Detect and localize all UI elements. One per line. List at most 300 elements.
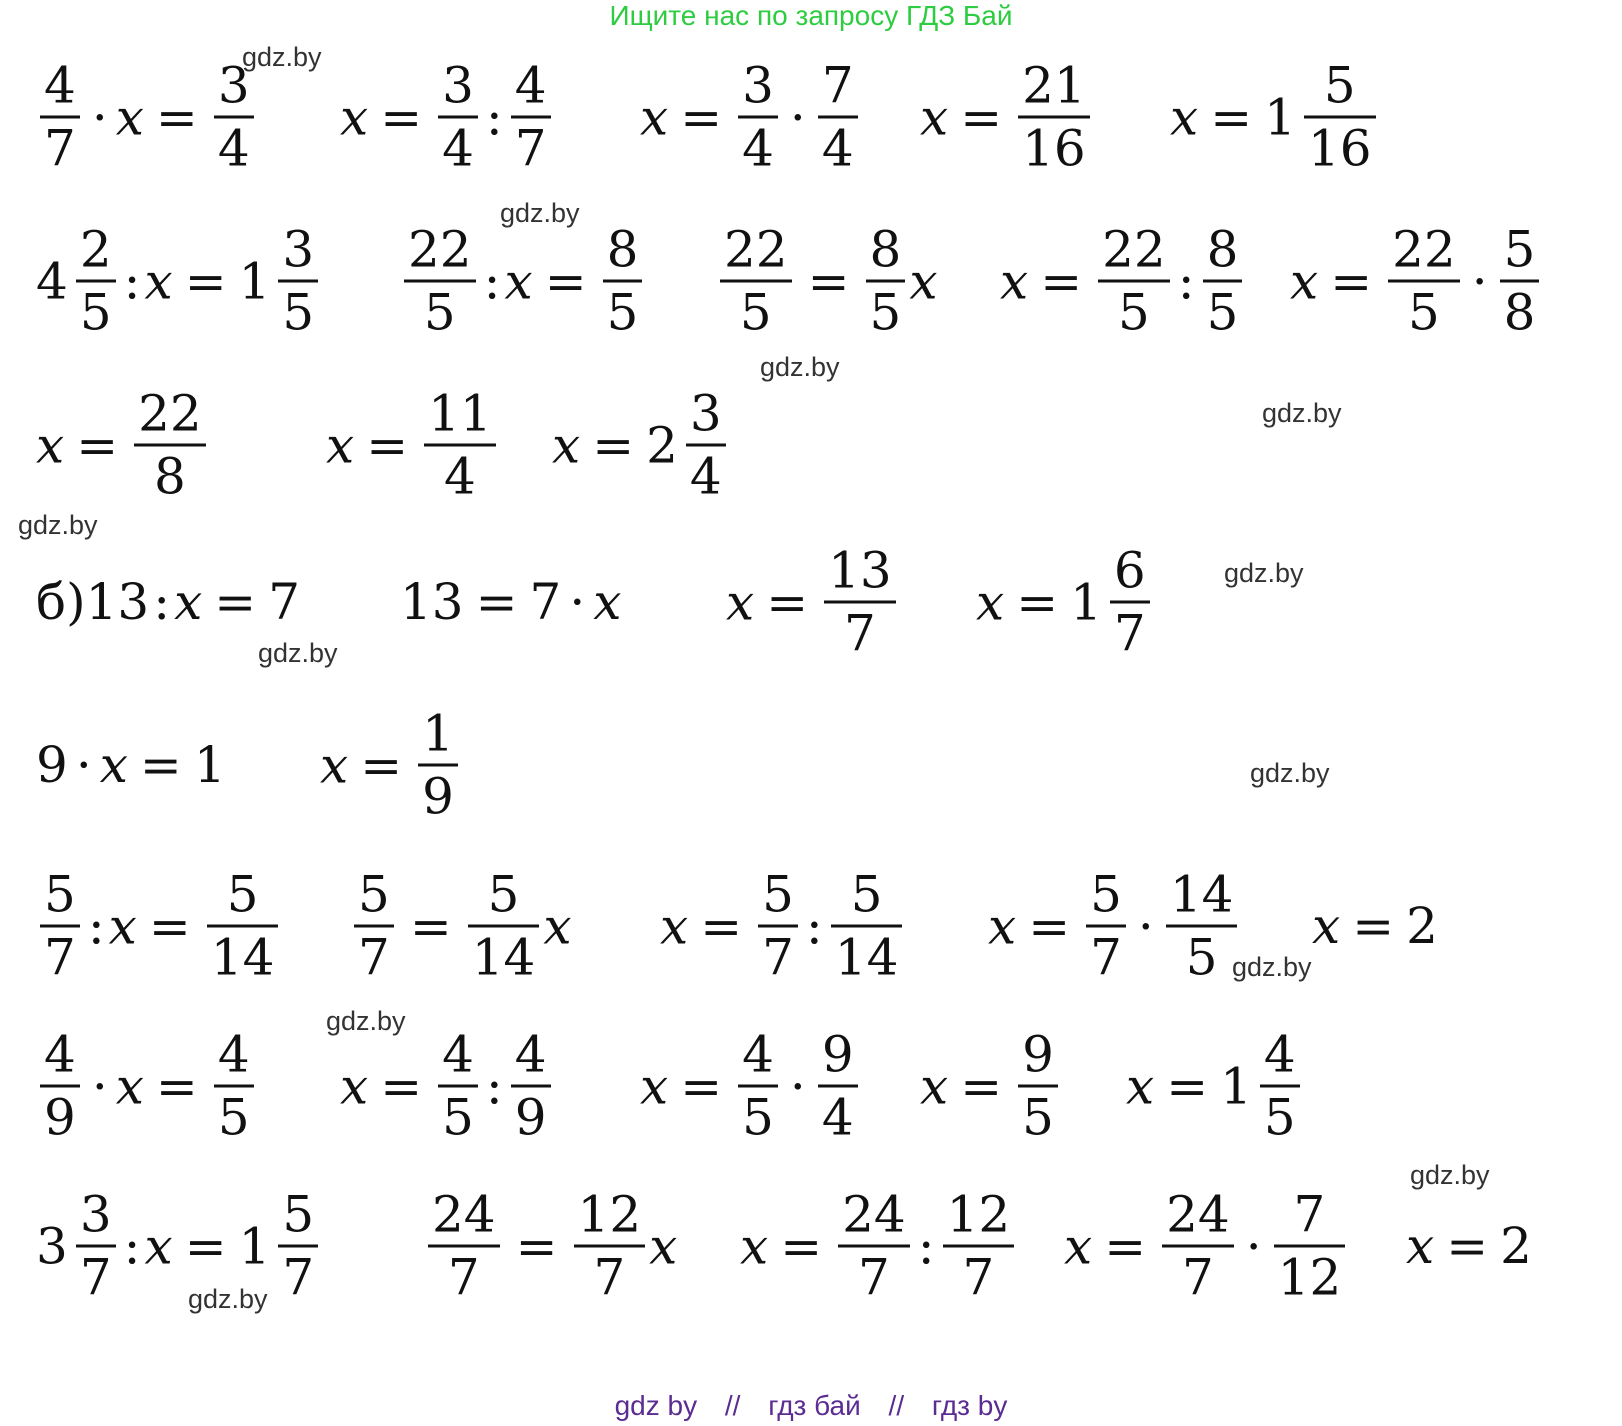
fraction: [214, 1027, 254, 1146]
variable: x: [1290, 252, 1319, 310]
number: 13: [400, 573, 464, 631]
equals-sign: =: [1104, 1217, 1147, 1275]
whole-part: 3: [36, 1217, 68, 1275]
variable: x: [909, 252, 938, 310]
numerator: 5: [44, 865, 76, 924]
fraction-bar: [1166, 925, 1238, 928]
fraction-bar: [1110, 601, 1150, 604]
multiply-sign: ·: [789, 88, 806, 146]
variable: x: [36, 416, 65, 474]
equation: [640, 1027, 862, 1146]
numerator: 4: [742, 1025, 774, 1084]
fraction: [40, 867, 80, 986]
numerator: 7: [1293, 1185, 1326, 1244]
search-banner: Ищите нас по запросу ГДЗ Бай: [609, 0, 1013, 31]
mixed-number: [1070, 543, 1154, 662]
watermark: gdz.by: [326, 1006, 406, 1036]
fraction: [686, 386, 726, 505]
numerator: 8: [869, 220, 902, 279]
mixed-number: [239, 222, 323, 341]
equals-sign: =: [1028, 897, 1071, 955]
numerator: 5: [1090, 865, 1122, 924]
numerator: 4: [44, 56, 76, 115]
numerator: 4: [217, 1025, 250, 1084]
variable: x: [660, 897, 689, 955]
denominator: 9: [44, 1088, 76, 1147]
fraction-bar: [818, 116, 858, 119]
divide-sign: :: [123, 252, 141, 310]
numerator: 5: [1503, 220, 1536, 279]
footer-link-gdz-by[interactable]: gdz by: [614, 1390, 698, 1421]
footer-separator: //: [724, 1390, 741, 1421]
divide-sign: :: [123, 1217, 141, 1275]
fraction-bar: [686, 444, 726, 447]
equals-sign: =: [76, 416, 119, 474]
denominator: 7: [844, 604, 876, 663]
whole-part: 1: [238, 1217, 271, 1275]
fraction: [831, 867, 903, 986]
numerator: 12: [577, 1185, 642, 1244]
equals-sign: =: [1330, 252, 1373, 310]
variable: x: [340, 1057, 369, 1115]
variable: x: [920, 88, 949, 146]
fraction: [1162, 1187, 1234, 1306]
numerator: 3: [217, 56, 250, 115]
equation: [1064, 1187, 1349, 1306]
fraction-bar: [76, 1245, 116, 1248]
numerator: 22: [138, 384, 202, 443]
numerator: 5: [282, 1185, 315, 1244]
number: 7: [529, 573, 562, 631]
fraction: [354, 867, 394, 986]
fraction-bar: [1500, 280, 1540, 283]
watermark: gdz.by: [760, 352, 840, 382]
fraction: [818, 58, 858, 177]
numerator: 24: [842, 1185, 906, 1244]
equation: [320, 706, 462, 825]
denominator: 5: [1185, 928, 1218, 987]
fraction: [738, 58, 778, 177]
equation: [326, 386, 500, 505]
variable: x: [1170, 88, 1199, 146]
equation: [36, 1027, 258, 1146]
variable: x: [640, 1057, 669, 1115]
equation: [340, 58, 555, 177]
whole-part: 2: [646, 416, 678, 474]
denominator: 4: [217, 119, 250, 178]
denominator: 7: [358, 928, 390, 987]
divide-sign: :: [805, 897, 823, 955]
denominator: 7: [1090, 928, 1122, 987]
equation: [1290, 222, 1543, 341]
numerator: 24: [432, 1185, 496, 1244]
fraction: [1166, 867, 1238, 986]
variable: x: [108, 897, 137, 955]
equals-sign: =: [592, 416, 635, 474]
variable: x: [593, 573, 622, 631]
equals-sign: =: [960, 1057, 1003, 1115]
equation: [988, 867, 1241, 986]
equals-sign: =: [475, 573, 518, 631]
equation: [1170, 58, 1380, 177]
equals-sign: =: [184, 1217, 227, 1275]
fraction-bar: [424, 444, 496, 447]
denominator: 5: [739, 283, 772, 342]
fraction: [574, 1187, 646, 1306]
numerator: 24: [1166, 1185, 1230, 1244]
denominator: 7: [44, 119, 76, 178]
fraction: [511, 58, 551, 177]
variable: x: [115, 88, 144, 146]
equals-sign: =: [1446, 1217, 1489, 1275]
variable: x: [115, 1057, 144, 1115]
numerator: 22: [1102, 220, 1166, 279]
numerator: 5: [850, 865, 883, 924]
multiply-sign: ·: [91, 88, 108, 146]
variable: x: [1126, 1057, 1155, 1115]
fraction-bar: [404, 280, 476, 283]
fraction-bar: [40, 925, 80, 928]
numerator: 5: [1323, 56, 1356, 115]
fraction: [404, 222, 476, 341]
fraction: [40, 58, 80, 177]
denominator: 7: [79, 1248, 112, 1307]
fraction-bar: [418, 764, 458, 767]
fraction-bar: [1162, 1245, 1234, 1248]
numerator: 4: [514, 1025, 547, 1084]
equals-sign: =: [409, 897, 452, 955]
denominator: 5: [1118, 283, 1150, 342]
equation: [976, 543, 1154, 662]
fraction-bar: [758, 925, 798, 928]
numerator: 22: [724, 220, 788, 279]
equals-sign: =: [1352, 897, 1395, 955]
fraction: [214, 58, 254, 177]
equation: [36, 386, 210, 505]
numerator: 5: [226, 865, 259, 924]
fraction-bar: [1274, 1245, 1346, 1248]
denominator: 7: [282, 1248, 315, 1307]
equation: [36, 867, 282, 986]
equals-sign: =: [360, 736, 403, 794]
denominator: 14: [471, 928, 536, 987]
denominator: 5: [742, 1088, 774, 1147]
equals-sign: =: [1016, 573, 1059, 631]
fraction-bar: [1098, 280, 1170, 283]
multiply-sign: ·: [1245, 1217, 1262, 1275]
variable: x: [976, 573, 1005, 631]
multiply-sign: ·: [1137, 897, 1154, 955]
numerator: 3: [282, 220, 315, 279]
number: 9: [36, 736, 68, 794]
equals-sign: =: [960, 88, 1003, 146]
divide-sign: :: [153, 573, 171, 631]
variable: x: [504, 252, 533, 310]
denominator: 7: [962, 1248, 995, 1307]
fraction-bar: [720, 280, 792, 283]
fraction: [1274, 1187, 1346, 1306]
numerator: 4: [1263, 1025, 1296, 1084]
denominator: 5: [606, 283, 639, 342]
numerator: 5: [358, 865, 390, 924]
fraction: [1018, 1027, 1058, 1146]
footer-links: [0, 1390, 1622, 1422]
fraction-bar: [1260, 1085, 1300, 1088]
equals-sign: =: [515, 1217, 558, 1275]
numerator: 7: [821, 56, 854, 115]
denominator: 4: [444, 447, 476, 506]
variable: x: [640, 88, 669, 146]
numerator: 5: [762, 865, 794, 924]
fraction: [1304, 58, 1376, 177]
variable: x: [99, 736, 128, 794]
fraction-bar: [438, 116, 478, 119]
fraction-bar: [738, 1085, 778, 1088]
denominator: 5: [79, 283, 112, 342]
watermark: gdz.by: [258, 638, 338, 668]
denominator: 5: [442, 1088, 474, 1147]
variable: x: [144, 252, 173, 310]
fraction: [468, 867, 540, 986]
equation: [740, 1187, 1018, 1306]
fraction: [1203, 222, 1243, 341]
watermark: gdz.by: [1224, 558, 1304, 588]
fraction-bar: [866, 280, 906, 283]
numerator: 4: [514, 56, 547, 115]
whole-part: 1: [1070, 573, 1102, 631]
equation: [552, 386, 730, 505]
fraction-bar: [603, 280, 643, 283]
equals-sign: =: [155, 1057, 198, 1115]
whole-part: 4: [36, 252, 68, 310]
fraction: [824, 543, 896, 662]
variable: x: [740, 1217, 769, 1275]
fraction-bar: [438, 1085, 478, 1088]
denominator: 5: [1206, 283, 1239, 342]
multiply-sign: ·: [569, 573, 586, 631]
fraction-bar: [278, 280, 318, 283]
fraction-bar: [1304, 116, 1376, 119]
number: б)13: [36, 573, 150, 631]
numerator: 22: [1392, 220, 1456, 279]
mixed-number: [646, 386, 730, 505]
watermark: gdz.by: [1262, 398, 1342, 428]
variable: x: [320, 736, 349, 794]
watermark: gdz.by: [18, 510, 98, 540]
equals-sign: =: [780, 1217, 823, 1275]
fraction: [438, 58, 478, 177]
numerator: 8: [1206, 220, 1239, 279]
fraction: [943, 1187, 1015, 1306]
numerator: 3: [79, 1185, 112, 1244]
divide-sign: :: [485, 88, 503, 146]
equation: [1406, 1217, 1532, 1275]
numerator: 1: [422, 704, 454, 763]
number: 7: [268, 573, 301, 631]
fraction-bar: [76, 280, 116, 283]
variable: x: [1000, 252, 1029, 310]
variable: x: [326, 416, 355, 474]
mixed-number: [36, 1187, 120, 1306]
denominator: 4: [742, 119, 774, 178]
mixed-number: [1220, 1027, 1304, 1146]
equals-sign: =: [214, 573, 257, 631]
denominator: 4: [821, 1088, 854, 1147]
equation: [424, 1187, 677, 1306]
fraction-bar: [278, 1245, 318, 1248]
footer-link-gdz-by-2[interactable]: гдз by: [931, 1390, 1008, 1421]
equals-sign: =: [155, 88, 198, 146]
equation: [36, 573, 301, 631]
denominator: 7: [514, 119, 547, 178]
watermark: gdz.by: [500, 198, 580, 228]
equation: [400, 573, 622, 631]
equals-sign: =: [139, 736, 182, 794]
fraction: [76, 1187, 116, 1306]
footer-separator: //: [888, 1390, 905, 1421]
fraction-bar: [1018, 116, 1090, 119]
fraction: [438, 1027, 478, 1146]
fraction: [1018, 58, 1090, 177]
fraction-bar: [214, 116, 254, 119]
denominator: 7: [593, 1248, 626, 1307]
fraction-bar: [838, 1245, 910, 1248]
denominator: 14: [834, 928, 899, 987]
denominator: 7: [1113, 604, 1146, 663]
equation: [350, 867, 572, 986]
equation: [400, 222, 646, 341]
equals-sign: =: [700, 897, 743, 955]
footer-link-gdz-bai[interactable]: гдз бай: [768, 1390, 861, 1421]
fraction: [1260, 1027, 1300, 1146]
fraction: [1388, 222, 1460, 341]
fraction: [207, 867, 279, 986]
equation: [340, 1027, 555, 1146]
numerator: 21: [1022, 56, 1086, 115]
variable: x: [1312, 897, 1341, 955]
fraction: [720, 222, 792, 341]
equals-sign: =: [148, 897, 191, 955]
multiply-sign: ·: [91, 1057, 108, 1115]
denominator: 8: [1503, 283, 1536, 342]
equation: [640, 58, 862, 177]
number: 2: [1500, 1217, 1532, 1275]
fraction: [40, 1027, 80, 1146]
variable: x: [144, 1217, 173, 1275]
watermark: gdz.by: [1410, 1160, 1490, 1190]
equals-sign: =: [680, 88, 723, 146]
equation: [920, 1027, 1062, 1146]
fraction-bar: [468, 925, 540, 928]
denominator: 4: [821, 119, 854, 178]
fraction: [838, 1187, 910, 1306]
fraction-bar: [738, 116, 778, 119]
number: 2: [1406, 897, 1438, 955]
fraction: [424, 386, 496, 505]
divide-sign: :: [1177, 252, 1195, 310]
equals-sign: =: [1166, 1057, 1209, 1115]
fraction: [76, 222, 116, 341]
denominator: 16: [1022, 119, 1086, 178]
fraction-bar: [1203, 280, 1243, 283]
denominator: 14: [210, 928, 275, 987]
watermark: gdz.by: [1232, 952, 1312, 982]
numerator: 3: [742, 56, 774, 115]
fraction: [818, 1027, 858, 1146]
numerator: 3: [689, 384, 722, 443]
equals-sign: =: [1040, 252, 1083, 310]
fraction-bar: [818, 1085, 858, 1088]
fraction-bar: [1018, 1085, 1058, 1088]
fraction-bar: [214, 1085, 254, 1088]
fraction-bar: [207, 925, 279, 928]
fraction-bar: [1086, 925, 1126, 928]
divide-sign: :: [87, 897, 105, 955]
denominator: 8: [154, 447, 186, 506]
numerator: 22: [408, 220, 472, 279]
fraction-bar: [511, 1085, 551, 1088]
numerator: 13: [828, 541, 892, 600]
numerator: 8: [606, 220, 639, 279]
numerator: 3: [442, 56, 474, 115]
numerator: 14: [1169, 865, 1234, 924]
watermark: gdz.by: [1250, 758, 1330, 788]
equals-sign: =: [380, 1057, 423, 1115]
fraction: [278, 222, 318, 341]
fraction-bar: [511, 116, 551, 119]
denominator: 4: [442, 119, 474, 178]
numerator: 9: [1022, 1025, 1054, 1084]
watermark: gdz.by: [242, 42, 322, 72]
number: 1: [193, 736, 226, 794]
equation: [36, 222, 322, 341]
numerator: 5: [487, 865, 520, 924]
fraction-bar: [354, 925, 394, 928]
fraction-bar: [574, 1245, 646, 1248]
denominator: 5: [869, 283, 902, 342]
denominator: 9: [514, 1088, 547, 1147]
numerator: 9: [821, 1025, 854, 1084]
equation: [716, 222, 938, 341]
equation: [36, 736, 226, 794]
fraction-bar: [824, 601, 896, 604]
denominator: 7: [44, 928, 76, 987]
equals-sign: =: [544, 252, 587, 310]
mixed-number: [36, 222, 120, 341]
multiply-sign: ·: [75, 736, 92, 794]
denominator: 12: [1277, 1248, 1342, 1307]
equation: [1000, 222, 1246, 341]
fraction: [278, 1187, 318, 1306]
variable: x: [174, 573, 203, 631]
fraction: [738, 1027, 778, 1146]
denominator: 7: [858, 1248, 890, 1307]
variable: x: [649, 1217, 678, 1275]
variable: x: [1064, 1217, 1093, 1275]
equation: [1312, 897, 1438, 955]
denominator: 7: [762, 928, 794, 987]
numerator: 4: [44, 1025, 76, 1084]
fraction-bar: [428, 1245, 500, 1248]
denominator: 9: [422, 767, 454, 826]
fraction: [428, 1187, 500, 1306]
equals-sign: =: [1210, 88, 1253, 146]
numerator: 11: [428, 384, 492, 443]
equation: [36, 58, 258, 177]
watermark: gdz.by: [188, 1284, 268, 1314]
denominator: 5: [282, 283, 315, 342]
variable: x: [1406, 1217, 1435, 1275]
